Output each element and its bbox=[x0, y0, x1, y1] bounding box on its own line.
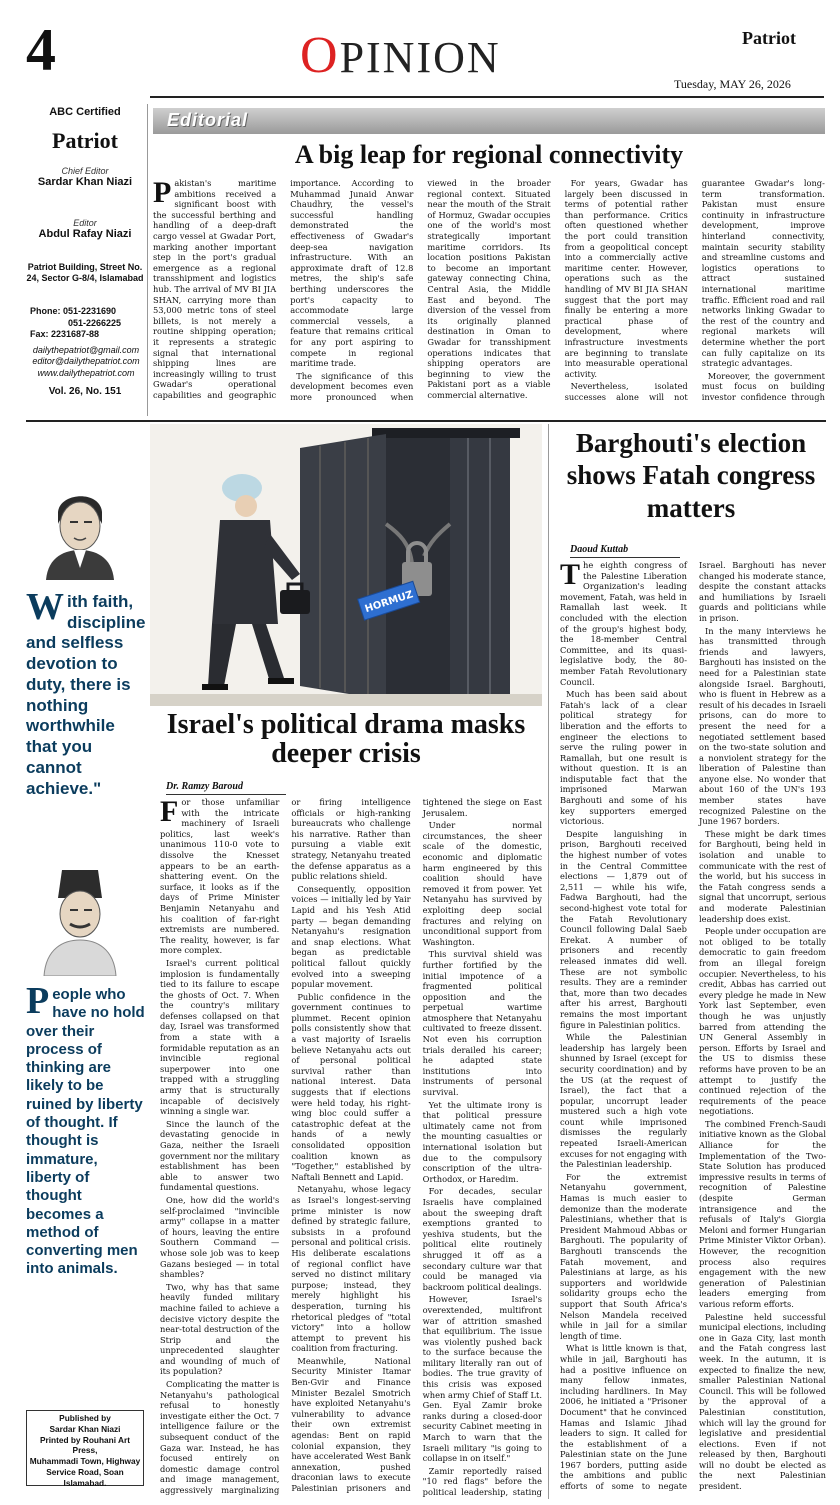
editor-name: Abdul Rafay Niazi bbox=[38, 228, 132, 240]
article-paragraph: For decades, secular Israelis have complained about the sweeping draft exemptions granted to yeshiva students, but the political elite routinely shrugged it off as a secondary culture war that could be managed via backroom political dealings. bbox=[422, 1186, 542, 1292]
article-paragraph: Meanwhile, National Security Minister Itamar Ben-Gvir and Finance Minister Bezalel Smotrich have exploited Netanyahu's vulnerability to advance their own extremist agendas: Bent on rapid colonial expansion, they have accelerated West Bank annexation, pushed draconian laws to execute Palestinian prisoners and tightened the siege on East Jerusalem. bbox=[291, 797, 542, 1493]
article-paragraph: The eighth congress of the Palestine Liberation Organization's leading movement, Fatah, was held in Ramallah last week. It concluded with the election of the group's highest body, the 18-member Central Committee, and its quasi-legislative body, the 80-member Fatah Revolutionary Council. bbox=[560, 560, 687, 687]
portrait-iqbal-drawing bbox=[36, 856, 124, 976]
section-title bbox=[300, 27, 501, 84]
israel-headline: Israel's political drama masks deeper crisis bbox=[166, 709, 526, 770]
article-paragraph: Two, why has that same heavily funded military machine failed to achieve a decisive victory despite the near-total destruction of the Strip and the unprecedented slaughter and wounding of much of its population? bbox=[160, 1281, 280, 1377]
article-paragraph: What is little known is that, while in jail, Barghouti has had a positive influence on many fellow inmates, including hardliners. In May 2006, he initiated a "Prisoner Document" that he convinced Hamas and Islamic Jihad leaders to sign. It called for the establishment of a Palestinian state on the June 1967 borders, putting aside the ambitions and public efforts of some to negate Israel. Barghouti has never changed his moderate stance, despite the constant attacks and humiliations by Israeli guards and politicians while in prison. bbox=[560, 560, 826, 1492]
article-paragraph: However, Israel's overextended, multifront war of attrition smashed that equilibrium. The issue was violently pushed back to the surface because the military literally ran out of bodies. The true gravity of this crisis was exposed when army Chief of Staff Lt. Gen. Eyal Zamir broke ranks during a closed-door security Cabinet meeting in March to warn that the Israeli military "is going to collapse in on itself." bbox=[422, 1294, 542, 1464]
article-paragraph: The combined French-Saudi initiative known as the Global Alliance for the Implementation of the Two-State Solution has produced impressive results in terms of recognition of Palestine (despite German intransigence and the refusals of Italy's Giorgia Meloni and former Hungarian Prime Minister Viktor Orban). However, the recognition process also requires engagement with the new generation of Palestinian leaders emerging from various reform efforts. bbox=[699, 1118, 826, 1309]
editorial-paragraph: Pakistan's maritime ambitions received a significant boost with the successful berthing and handling of a deep-draft cargo vessel at Gwadar Port, marking another important step in the port's gradual emergence as a regional transshipment and logistics hub. The arrival of MV BI JIA SHAN, carrying more than 53,000 metric tons of steel billets, is not merely a routine shipping operation; it represents a strategic signal that international shipping lines are increasingly willing to trust Gwadar's operational capabilities and geographic importance. According to Muhammad Junaid Anwar Chaudhry, the vessel's successful handling demonstrated the effectiveness of Gwadar's deep-sea navigation infrastructure. With an approximate draft of 12.8 metres, the ship's safe berthing underscores the port's capacity to accommodate large commercial vessels, a feature that remains critical for any port aspiring to compete in regional maritime trade. bbox=[153, 178, 414, 400]
quote-jinnah-text: ith faith, discipline and selfless devotion to duty, there is nothing worthwhile that you cannot achieve." bbox=[26, 592, 146, 798]
editorial-paragraph: Moreover, the government must focus on building investor confidence through bbox=[701, 370, 825, 402]
article-paragraph: For the extremist Netanyahu government, Hamas is much easier to demonize than the moderate Palestinians, whether that is President Mahmoud Abbas or Barghouti. The popularity of Barghouti transcends the Fatah movement, and Palestinians at large, as his supporters and worldwide solidarity groups echo the support that South Africa's Nelson Mandela received while in jail for a similar length of time. bbox=[560, 1171, 687, 1341]
volume-number: Vol. 26, No. 151 bbox=[48, 386, 122, 397]
article-paragraph: This survival shield was further fortified by the initial impotence of a fragmented political opposition and the perpetual wartime atmosphere that Netanyahu cultivated to freeze dissent. Not even his corruption trials derailed his career; he adapted state institutions into instruments of personal survival. bbox=[422, 949, 542, 1098]
article-paragraph: Under normal circumstances, the sheer scale of the domestic, economic and diplomatic harm engineered by this coalition should have removed it from power. Yet Netanyahu has survived by exploiting deep social fractures and relying on unconditional support from Washington. bbox=[422, 820, 542, 947]
article-paragraph: In the many interviews he has transmitted through friends and lawyers, Barghouti has insisted on the need for a Palestinian state alongside Israel. Barghouti, who is fluent in Hebrew as a result of his decades in Israeli prisons, can do more to present the need for a negotiated settlement based on the two-state solution and a nonviolent strategy for the liberation of Palestine than anyone else. No wonder that about 160 of the UN's 193 member states have recognized Palestine on the June 1967 borders. bbox=[699, 625, 826, 827]
section-divider bbox=[26, 420, 826, 422]
publisher-line: Published by bbox=[59, 1413, 111, 1423]
portrait-iqbal bbox=[36, 856, 124, 976]
quote-jinnah bbox=[26, 586, 146, 799]
publisher-box bbox=[26, 1410, 144, 1486]
publisher-line: Sardar Khan Niazi bbox=[49, 1423, 121, 1434]
editorial-body bbox=[153, 178, 825, 408]
column-divider bbox=[548, 424, 549, 1499]
barghouti-body bbox=[560, 560, 826, 1496]
issue-date: Tuesday, MAY 26, 2026 bbox=[674, 77, 791, 91]
portrait-jinnah bbox=[36, 482, 124, 580]
editorial-label: Editorial bbox=[167, 110, 249, 130]
byline-rule bbox=[570, 557, 680, 558]
contact-emails bbox=[30, 345, 142, 379]
barghouti-headline: Barghouti's election shows Fatah congress matters bbox=[566, 428, 816, 523]
chief-editor-name: Sardar Khan Niazi bbox=[37, 176, 133, 188]
publisher-line: Service Road, Soan Islamabad. bbox=[46, 1466, 124, 1488]
page-number: 4 bbox=[26, 17, 56, 83]
barghouti-byline: Daoud Kuttab bbox=[570, 544, 629, 555]
cartoon-drawing bbox=[150, 424, 542, 706]
article-paragraph: Israel's current political implosion is fundamentally tied to its failure to escape the ghosts of Oct. 7. When the country's military defenses collapsed on that day, Israel was transformed from a state with a formidable reputation as an invincible regional superpower into one trapped with a struggling army that is structurally incapable of decisively winning a single war. bbox=[160, 957, 280, 1117]
article-paragraph: While the Palestinian leadership has largely been shunned by Israel (except for security coordination) and by the US (at the request of Israel), the fact that a popular, uncorrupt leader mustered such a high vote count while imprisoned dismisses the regularly repeated Israeli-American excuses for not engaging with the Palestinian leadership. bbox=[560, 1032, 687, 1170]
portrait-jinnah-drawing bbox=[36, 482, 124, 580]
editorial-paragraph: The significance of this development becomes even more pronounced when viewed in the broader regional context. Situated near the mouth of the Strait of Hormuz, Gwadar occupies one of the world's most strategically important maritime corridors. Its location positions Pakistan to become an important gateway connecting China, Central Asia, the Middle East and beyond. The diversion of the vessel from its originally planned destination in Oman to Gwadar for transshipment operations indicates that shipping operators are beginning to view the Pakistani port as a viable commercial alternative. bbox=[290, 178, 551, 402]
article-paragraph: Yet the ultimate irony is that political pressure ultimately came not from the mounting casualties or international isolation but due to the compulsory conscription of the ultra-Orthodox, or Haredim. bbox=[422, 1099, 542, 1184]
article-paragraph: People under occupation are not obliged to be totally democratic to gain freedom from an illegal foreign occupier. Nevertheless, to his credit, Abbas has carried out every pledge he made in New York last September, even though he was unjustly barred from attending the UN General Assembly in person. Efforts by Israel and the US to dismiss these reforms have proven to be an attempt to justify the continued rejection of the requirements of the peace negotiations. bbox=[699, 926, 826, 1117]
editorial-banner bbox=[153, 108, 825, 134]
email-1: dailythepatriot@gmail.com bbox=[32, 345, 140, 355]
article-paragraph: Netanyahu, whose legacy as Israel's longest-serving prime minister is now defined by strategic failure, subsists in a profound personal and political crisis. His deliberate escalations of regional conflict have served no distinct military purpose; instead, they merely highlight his desperation, turning his rhetorical pledges of "total victory" into a hollow attempt to prevent his coalition from fracturing. bbox=[291, 1184, 411, 1354]
section-title-initial: O bbox=[300, 27, 340, 84]
quote-iqbal-text: eople who have no hold over their process of thinking are likely to be ruined by liberty of thought. If thought is immature, liberty of thought becomes a method of converting men into animals. bbox=[26, 986, 145, 1278]
section-title-rest: PINION bbox=[339, 33, 501, 82]
editor-block bbox=[30, 218, 140, 240]
sidebar-divider bbox=[147, 104, 148, 416]
quote-mark: P bbox=[26, 980, 50, 1022]
editorial-paragraph: For years, Gwadar has largely been discussed in terms of potential rather than performance. Critics often questioned whether the port could transition from a geopolitical concept into a commercially active maritime center. However, operations such as the handling of MV BI JIA SHAN suggest that the port may finally be entering a more practical phase of development, where infrastructure investments are beginning to translate into measurable operational activity. bbox=[564, 178, 688, 379]
email-2: editor@dailythepatriot.com bbox=[32, 356, 140, 367]
quote-mark: W bbox=[26, 586, 64, 628]
article-paragraph: Zamir reportedly raised "10 red flags" before the political leadership, stating bbox=[422, 1465, 542, 1497]
editorial-paragraph: Nevertheless, isolated successes alone will not guarantee Gwadar's long-term transformation. Pakistan must ensure continuity in infrastructure development, improve hinterland connectivity, maintain security stability and streamline customs and logistics operations to attract sustained international maritime traffic. Efficient road and rail networks linking Gwadar to the rest of the country and regional markets will determine whether the port can fully capitalize on its strategic advantages. bbox=[564, 178, 825, 402]
chief-editor-role: Chief Editor bbox=[61, 166, 109, 176]
article-paragraph: Despite languishing in prison, Barghouti received the highest number of votes in the Central Committee elections — 1,879 out of 2,511 — while his wife, Fadwa Barghouti, had the second-highest vote total for the Fatah Revolutionary Council following Dalal Saeb Erekat. A number of prisoners and recently released inmates did well. These are not symbolic results. They are a reminder that, more than two decades after his arrest, Barghouti remains the most important figure in Palestinian politics. bbox=[560, 828, 687, 1030]
israel-body bbox=[160, 797, 542, 1499]
article-paragraph: Palestine held successful municipal elections, including one in Gaza City, last month and the Fatah congress last week. In the autumn, it is expected to finalize the new, smaller Palestinian National Council. This will be followed by the approval of a Palestinian constitution, which will lay the ground for legislative and presidential elections. Even if not released by then, Barghouti will no doubt be elected as the next Palestinian president. bbox=[699, 1311, 826, 1492]
article-paragraph: These might be dark times for Barghouti, being held in isolation and unable to communicate with the rest of the world, but his success in the Fatah congress sends a signal that uncorrupt, serious and moderate Palestinian leadership does exist. bbox=[699, 828, 826, 924]
article-paragraph: Consequently, opposition voices — initially led by Yair Lapid and his Yesh Atid party — began demanding Netanyahu's resignation and snap elections. What began as predictable political fallout quickly evolved into a sweeping popular movement. bbox=[291, 883, 411, 990]
article-paragraph: Complicating the matter is Netanyahu's pathological refusal to honestly investigate either the Oct. 7 intelligence failure or the subsequent conduct of the Gaza war. Instead, he has focused entirely on domestic damage control and image management, aggressively marginalizing or firing intelligence officials or high-ranking bureaucrats who challenge his narrative. Rather than pursuing a viable exit strategy, Netanyahu treated the defense apparatus as a public relations shield. bbox=[160, 797, 411, 1495]
article-paragraph: Public confidence in the government continues to plummet. Recent opinion polls consistently show that a vast majority of Israelis believe Netanyahu acts out of personal political survival rather than national interest. Data suggests that if elections were held today, his right-wing bloc could suffer a catastrophic defeat at the hands of a newly consolidated opposition coalition known as "Together," established by Naftali Bennett and Lapid. bbox=[291, 991, 411, 1182]
fax-line: Fax: 2231687-88 bbox=[30, 329, 100, 340]
editorial-headline: A big leap for regional connectivity bbox=[294, 140, 684, 169]
article-paragraph: One, how did the world's self-proclaimed "invincible army" collapse in a matter of hours, leaving the entire Southern Command — whose sole job was to keep Gazans besieged — in total shambles? bbox=[160, 1194, 280, 1280]
abc-certified: ABC Certified bbox=[49, 106, 121, 118]
editorial-cartoon bbox=[150, 424, 542, 706]
editor-role: Editor bbox=[73, 218, 97, 228]
office-address: Patriot Building, Street No. 24, Sector G-8/4, Islamabad bbox=[26, 262, 144, 284]
header-rule bbox=[150, 96, 824, 98]
phone-line-2: 051-2266225 bbox=[68, 317, 122, 328]
website: www.dailythepatriot.com bbox=[37, 367, 135, 378]
phone-line: Phone: 051-2231690 bbox=[30, 306, 117, 316]
article-paragraph: For those unfamiliar with the intricate machinery of Israeli politics, last week's unanimous 110-0 vote to dissolve the Knesset appears to be an earth-shattering event. On the surface, it looks as if the days of Prime Minister Benjamin Netanyahu and his coalition of far-right extremists are numbered. The reality, however, is far more complex. bbox=[160, 797, 280, 956]
sidebar-logo: Patriot bbox=[52, 128, 118, 153]
publisher-line: Muhammadi Town, Highway bbox=[29, 1456, 141, 1467]
cartoon-sign-text: HORMUZ bbox=[363, 589, 415, 616]
quote-iqbal bbox=[26, 980, 146, 1279]
article-paragraph: Much has been said about Fatah's lack of a clear political strategy for liberation and the efforts to engineer the elections to serve the ruling power in Ramallah, but one result is without question. It is an indisputable fact that the imprisoned Marwan Barghouti and some of his key supporters emerged victorious. bbox=[560, 689, 687, 827]
contact-phones bbox=[30, 306, 142, 341]
chief-editor-block bbox=[30, 166, 140, 188]
article-paragraph: Since the launch of the devastating genocide in Gaza, neither the Israeli government nor the military establishment has been able to answer two fundamental questions. bbox=[160, 1118, 280, 1193]
publisher-line: Printed by Rouhani Art Press, bbox=[39, 1434, 131, 1456]
byline-rule bbox=[166, 794, 286, 795]
masthead-logo: Patriot bbox=[742, 28, 796, 48]
israel-byline: Dr. Ramzy Baroud bbox=[166, 781, 243, 792]
